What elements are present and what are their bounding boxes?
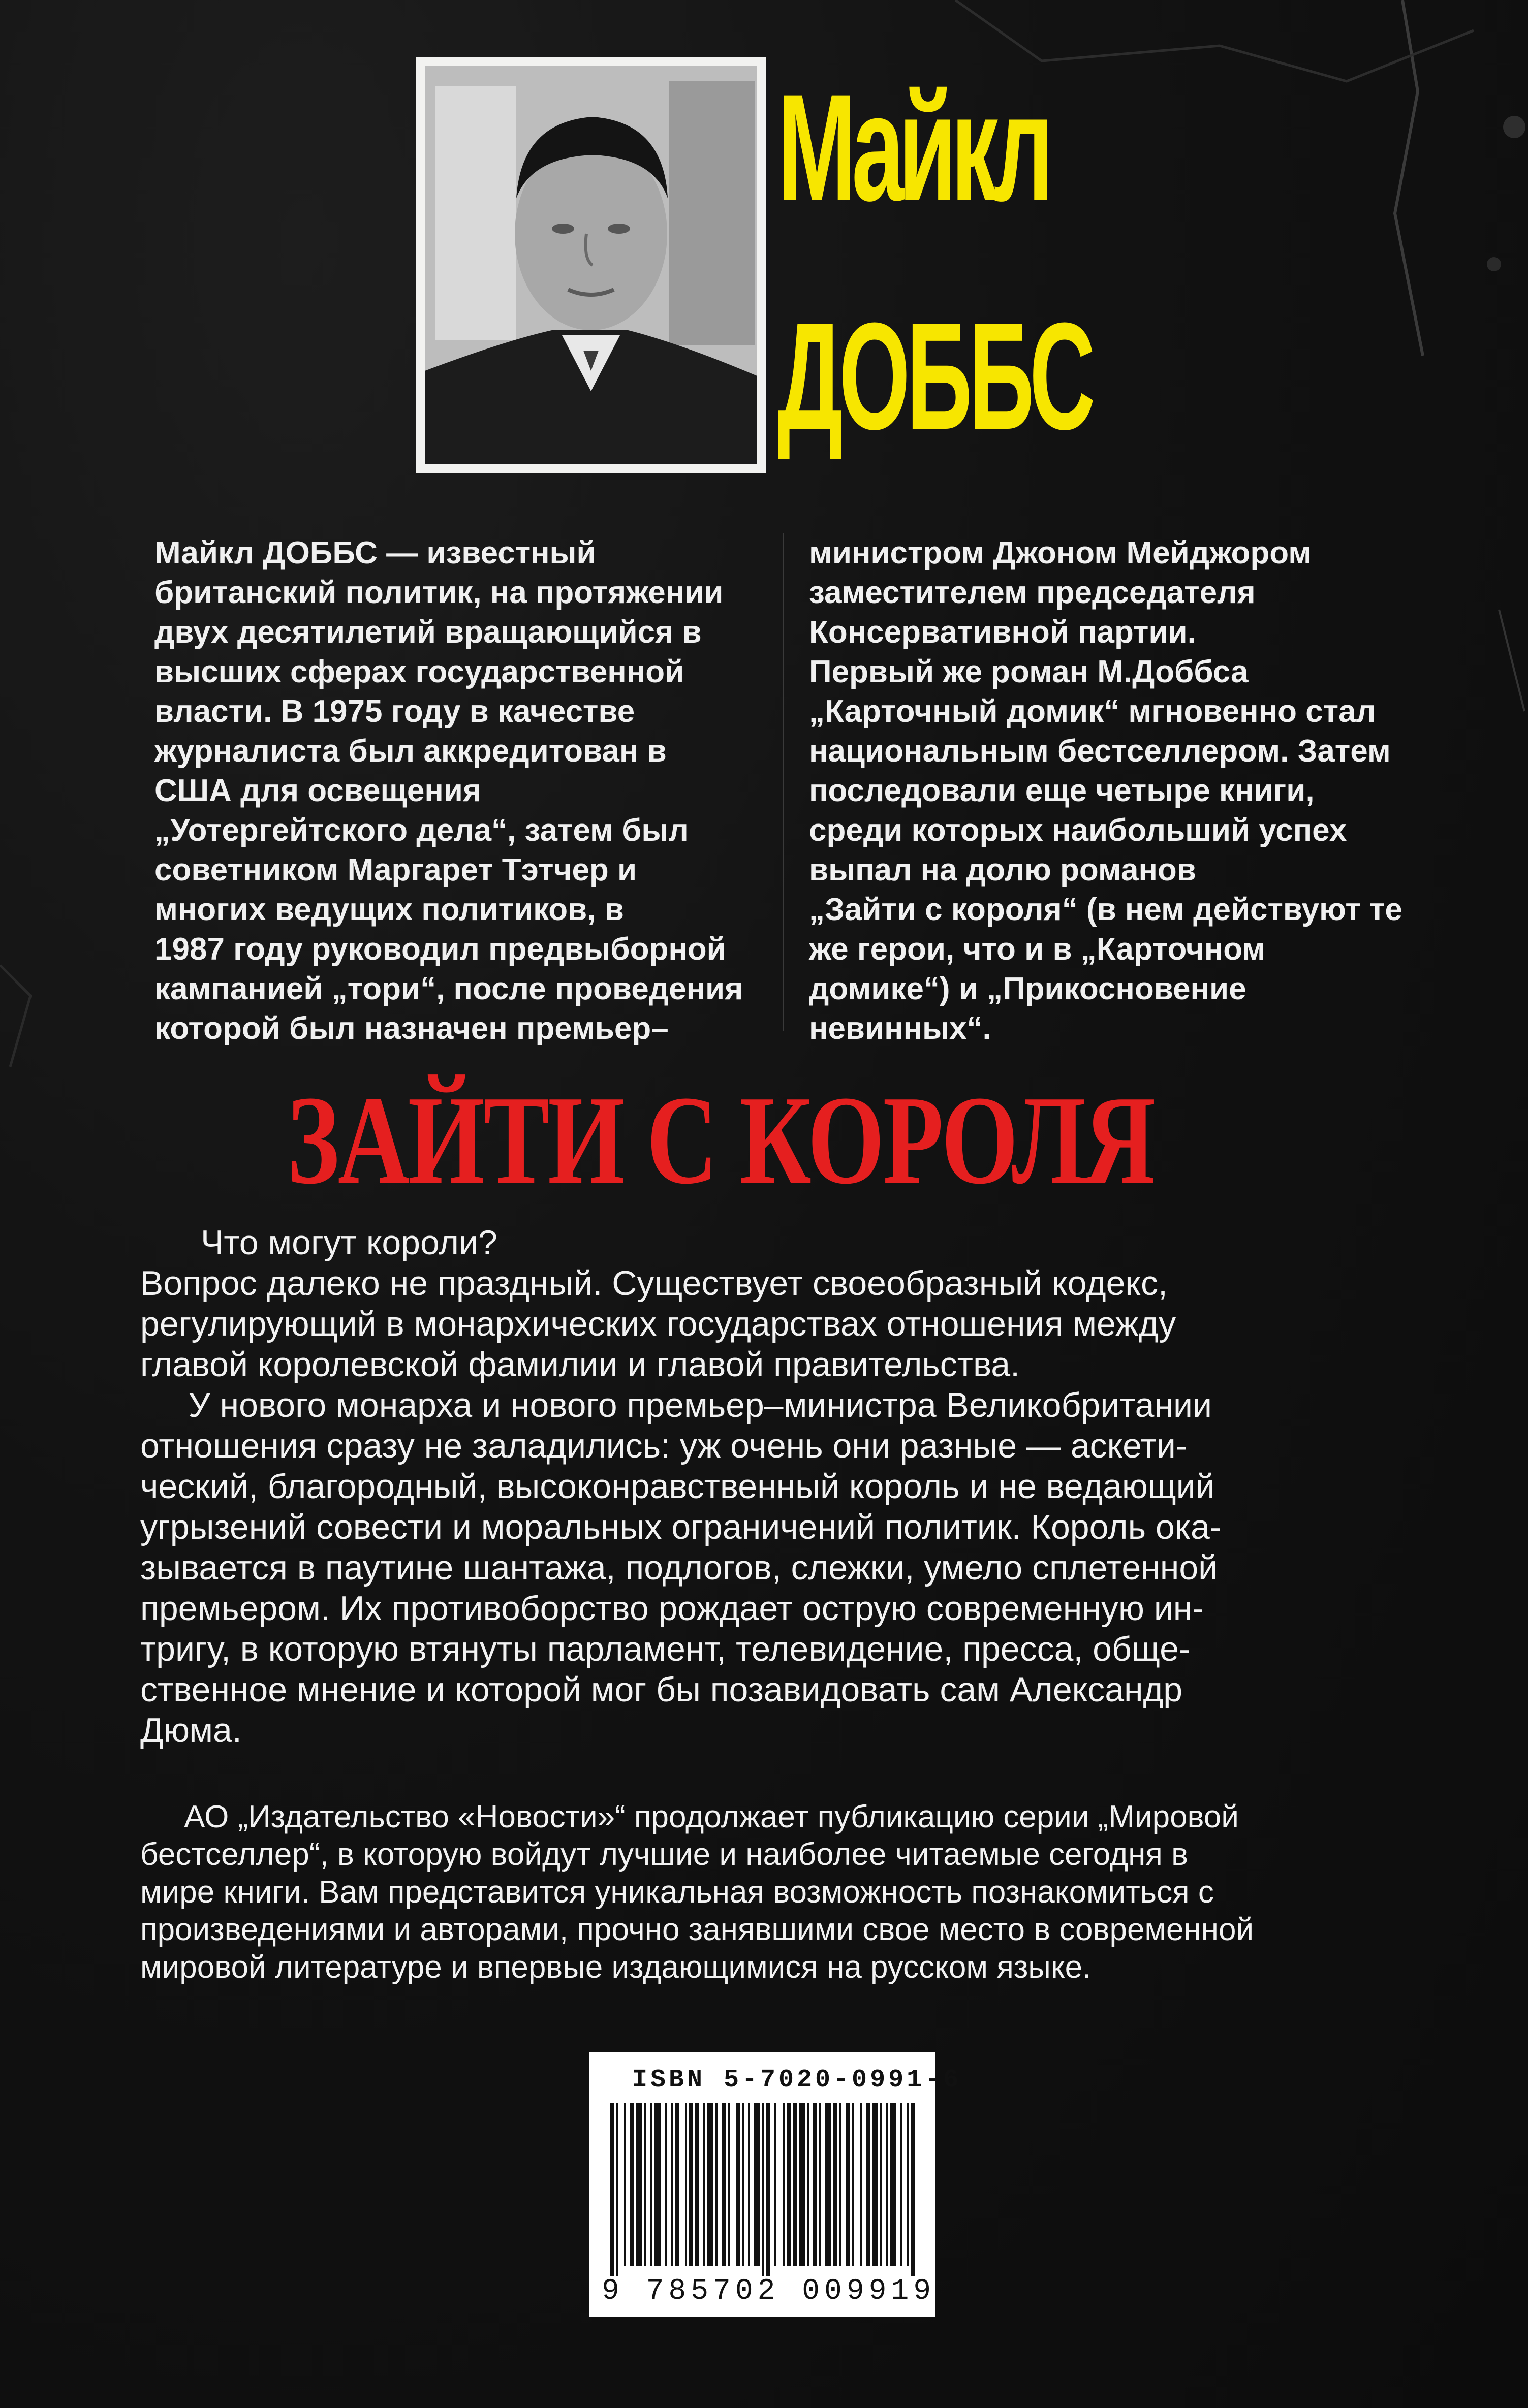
annotation-line: премьером. Их противоборство рождает острую современную ин- [140, 1589, 1204, 1628]
barcode-bar [846, 2103, 850, 2266]
barcode-bar [799, 2103, 805, 2266]
bio-line: британский политик, на протяжении [154, 575, 724, 610]
barcode-bar [783, 2103, 785, 2266]
annotation-line: главой королевской фамилии и главой правительства. [140, 1345, 1020, 1384]
annotation-line: тригу, в которую втянуты парламент, телевидение, пресса, обще- [140, 1630, 1191, 1668]
barcode-bar [813, 2103, 817, 2266]
barcode-bar [860, 2103, 862, 2266]
barcode-bar [907, 2103, 909, 2266]
barcode-bar [644, 2103, 646, 2266]
barcode-bar [787, 2103, 791, 2266]
author-portrait-image [425, 66, 757, 464]
bio-line: „Зайти с короля“ (в нем действуют те [809, 892, 1402, 927]
annotation-line: отношения сразу не заладились: уж очень они разные — аскети- [140, 1427, 1188, 1465]
barcode-bar [685, 2103, 687, 2266]
bio-line: Майкл ДОББС — известный [154, 535, 596, 571]
barcode-bar [630, 2103, 634, 2266]
author-bio-right-column [809, 533, 1402, 1049]
bio-line: выпал на долю романов [809, 852, 1196, 888]
bio-line: многих ведущих политиков, в [154, 892, 624, 927]
barcode-bar [807, 2103, 809, 2266]
barcode-bar [728, 2103, 730, 2266]
barcode-bar [793, 2103, 797, 2266]
barcode-bar [839, 2103, 841, 2266]
bio-line: власти. В 1975 году в качестве [154, 694, 635, 729]
bio-line: США для освещения [154, 773, 482, 808]
annotation-line: регулирующий в монархических государствах отношения между [140, 1305, 1176, 1343]
ean-number: 9 785702 009919 [602, 2275, 936, 2308]
barcode-bar [616, 2103, 618, 2276]
author-photo [416, 57, 766, 473]
annotation-line: Вопрос далеко не праздный. Существует своеобразный кодекс, [140, 1264, 1168, 1303]
annotation-line: Что могут короли? [201, 1223, 497, 1262]
barcode-bar [722, 2103, 726, 2266]
barcode-bar [715, 2103, 718, 2266]
bio-line: кампанией „тори“, после проведения [154, 971, 743, 1006]
barcode-bar [650, 2103, 652, 2266]
barcode-bar [833, 2103, 837, 2266]
author-bio-left-column [154, 533, 743, 1049]
bio-line: невинных“. [809, 1011, 991, 1046]
bio-line: последовали еще четыре книги, [809, 773, 1315, 808]
book-title: ЗАЙТИ С КОРОЛЯ [287, 1070, 1155, 1211]
bio-line: же герои, что и в „Карточном [809, 932, 1266, 967]
barcode-bar [671, 2103, 673, 2266]
annotation-line: зывается в паутине шантажа, подлогов, слежки, умело сплетенной [140, 1548, 1218, 1587]
barcode-bar [624, 2103, 626, 2266]
barcode-bar [689, 2103, 693, 2266]
bio-line: министром Джоном Мейджором [809, 535, 1312, 571]
bio-line: „Карточный домик“ мгновенно стал [809, 694, 1376, 729]
barcode-bar [748, 2103, 750, 2266]
annotation-line: угрызений совести и моральных ограничений политик. Король ока- [140, 1508, 1222, 1546]
barcode-bar [819, 2103, 821, 2266]
bio-line: высших сферах государственной [154, 654, 684, 689]
annotation-question [201, 1222, 497, 1263]
barcode-bar [675, 2103, 679, 2266]
annotation-text [140, 1263, 1221, 1751]
barcode-bar [880, 2103, 882, 2266]
author-name [777, 62, 1194, 461]
barcode-bar [852, 2103, 854, 2266]
bio-line: советником Маргарет Тэтчер и [154, 852, 637, 888]
bio-line: Первый же роман М.Доббса [809, 654, 1249, 689]
barcode-bar [703, 2103, 705, 2266]
publisher-line: мире книги. Вам представится уникальная возможность познакомиться с [140, 1875, 1214, 1910]
bio-line: двух десятилетий вращающийся в [154, 615, 702, 650]
isbn-number: ISBN 5-7020-0991-6 [632, 2066, 962, 2095]
publisher-line: бестселлер“, в которую войдут лучшие и наиболее читаемые сегодня в [140, 1837, 1189, 1872]
barcode-bar [900, 2103, 902, 2266]
publisher-line: АО „Издательство «Новости»“ продолжает публикацию серии „Мировой [140, 1799, 1239, 1834]
bio-line: национальным бестселлером. Затем [809, 734, 1391, 769]
column-divider [783, 533, 784, 1031]
author-last-name: ДОББС [777, 291, 1092, 461]
author-first-name: Майкл [777, 62, 1048, 233]
annotation-line: Дюма. [140, 1711, 242, 1750]
bio-line: 1987 году руководил предвыборной [154, 932, 726, 967]
barcode-bars [607, 2103, 918, 2276]
isbn-barcode [589, 2052, 962, 2317]
bio-line: „Уотергейтского дела“, затем был [154, 813, 689, 848]
bio-line: которой был назначен премьер– [154, 1011, 669, 1046]
barcode-bar [866, 2103, 870, 2266]
barcode-bar [911, 2103, 915, 2276]
barcode-bar [890, 2103, 896, 2266]
barcode-bar [886, 2103, 888, 2266]
barcode-bar [872, 2103, 878, 2266]
barcode-bar [695, 2103, 699, 2266]
barcode-bar [707, 2103, 713, 2266]
bio-line: домике“) и „Прикосновение [809, 971, 1246, 1006]
annotation-line: ственное мнение и которой мог бы позавидовать сам Александр [140, 1670, 1183, 1709]
bio-line: журналиста был аккредитован в [154, 734, 667, 769]
barcode-bar [766, 2103, 770, 2276]
barcode-bar [754, 2103, 760, 2266]
barcode-bar [736, 2103, 740, 2266]
bio-line: Консервативной партии. [809, 615, 1196, 650]
annotation-line: У нового монарха и нового премьер–министра Великобритании [140, 1386, 1212, 1424]
annotation-line: ческий, благородный, высоконравственный король и не ведающий [140, 1467, 1215, 1506]
barcode-bar [654, 2103, 661, 2266]
bio-line: заместителем председателя [809, 575, 1256, 610]
barcode-bar [742, 2103, 744, 2266]
publisher-line: произведениями и авторами, прочно занявшими свое место в современной [140, 1912, 1254, 1947]
barcode-bar [825, 2103, 831, 2266]
barcode-bar [636, 2103, 642, 2266]
publisher-note [140, 1798, 1254, 1986]
barcode-bar [665, 2103, 667, 2266]
publisher-line: мировой литературе и впервые издающимися на русском языке. [140, 1950, 1092, 1985]
barcode-bar [610, 2103, 614, 2276]
barcode-bar [762, 2103, 764, 2276]
barcode-bar [774, 2103, 776, 2266]
bio-line: среди которых наибольший успех [809, 813, 1347, 848]
